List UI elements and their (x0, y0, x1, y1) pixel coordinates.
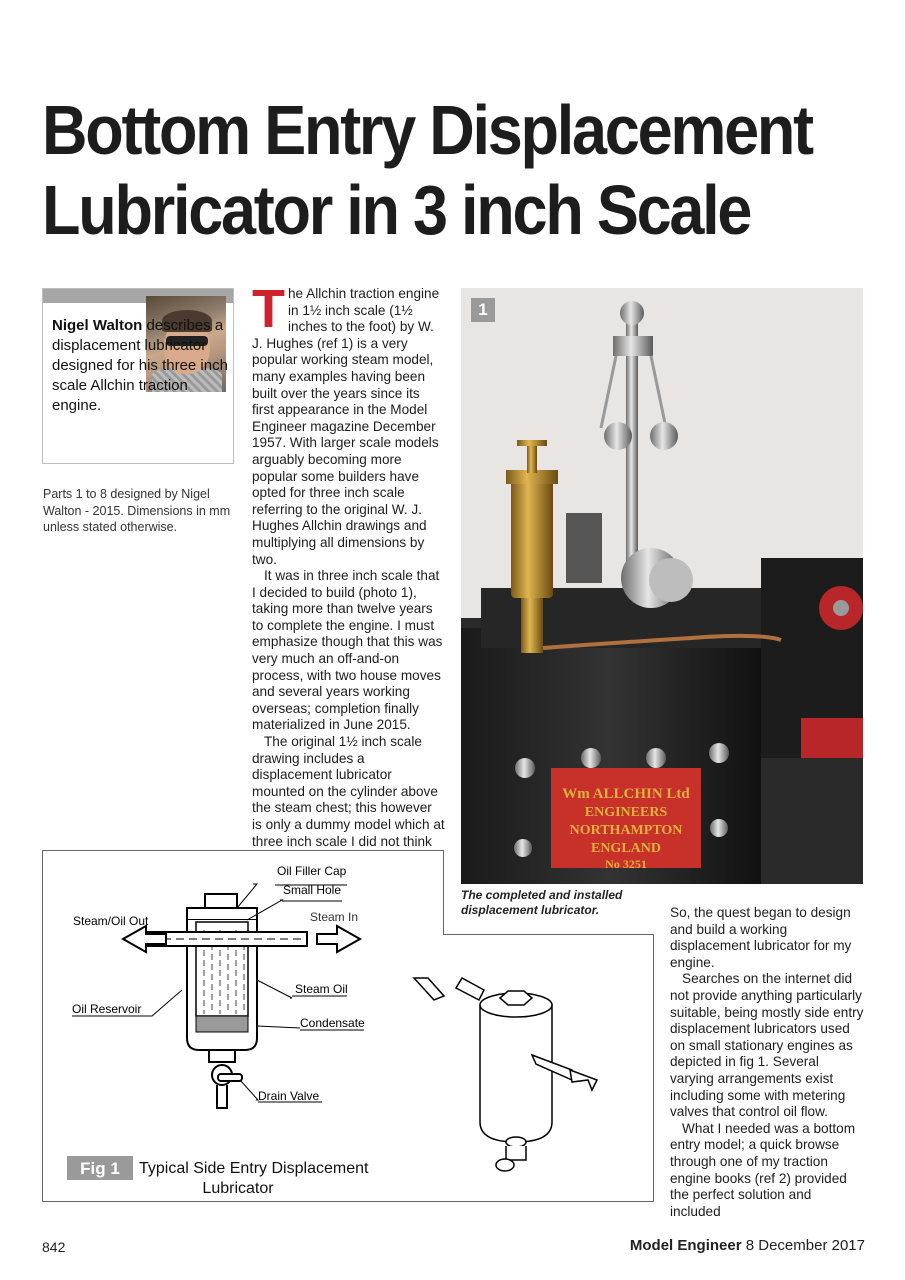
plate-line-1: Wm ALLCHIN Ltd (562, 786, 690, 802)
plate-line-3: NORTHAMPTON (569, 823, 683, 838)
paragraph-6: What I needed was a bottom entry model; a quick browse through one of my traction engine books (ref 2) provided the perfect solution and included (670, 1120, 856, 1219)
label-drain-valve: Drain Valve (258, 1089, 320, 1103)
title-line-1: Bottom Entry Displacement (42, 91, 812, 169)
paragraph-2: It was in three inch scale that I decided to build (photo 1), taking more than twelve years to complete the engine. I must emphasize though that this was very much an off-and-on process, with two house moves and several years working overseas; completion finally materialized in June 2015. (252, 568, 443, 733)
label-small-hole: Small Hole (283, 883, 342, 897)
paragraph-4: So, the quest began to design and build a working displacement lubricator for my engine. (670, 905, 852, 970)
label-condensate: Condensate (300, 1016, 365, 1030)
label-steam-in: Steam In (310, 910, 359, 924)
article-title (42, 90, 812, 250)
title-line-2: Lubricator in 3 inch Scale (42, 171, 751, 249)
figure-title-line-2: Lubricator (202, 1180, 274, 1197)
author-intro-text: describes a displacement lubricator designed for his three inch scale Allchin traction engine. (52, 317, 228, 414)
photo-caption: The completed and installed displacement lubricator. (461, 888, 623, 917)
label-steam-oil-out: Steam/Oil Out (73, 914, 149, 928)
author-box (42, 288, 234, 464)
figure-1 (42, 850, 654, 1202)
page-number: 842 (42, 1239, 66, 1255)
footer-issue (630, 1237, 865, 1254)
figure-label: Fig 1 (80, 1159, 120, 1178)
photo-1 (461, 288, 863, 884)
author-name: Nigel Walton (52, 317, 143, 334)
label-oil-reservoir: Oil Reservoir (72, 1002, 142, 1016)
figure-title-line-1: Typical Side Entry Displacement (139, 1160, 369, 1177)
figure-1-diagram (42, 850, 654, 1202)
photo-number-badge: 1 (471, 298, 495, 322)
drop-cap: T (252, 279, 285, 339)
article-column-2 (670, 905, 865, 1220)
label-oil-filler-cap: Oil Filler Cap (277, 864, 347, 878)
magazine-name: Model Engineer (629, 1237, 742, 1254)
issue-date: 8 December 2017 (745, 1237, 865, 1254)
article-column-1 (252, 279, 445, 867)
lubricator-photo (461, 288, 863, 884)
label-steam-oil: Steam Oil (295, 982, 348, 996)
plate-line-2: ENGINEERS (584, 805, 668, 820)
paragraph-5: Searches on the internet did not provide anything particularly suitable, being mostly side entry displacement lubricators used on small stationary engines as depicted in fig 1. Several varying arrangements exist including some with metering valves that control oil flow. (670, 971, 864, 1120)
author-intro (52, 316, 230, 416)
parts-note: Parts 1 to 8 designed by Nigel Walton - 2015. Dimensions in mm unless stated otherwise. (43, 487, 231, 534)
plate-line-5: No 3251 (605, 857, 647, 871)
plate-line-4: ENGLAND (590, 841, 662, 856)
paragraph-1: he Allchin traction engine in 1½ inch scale (1½ inches to the foot) by W. J. Hughes (ref 1) is a very popular working steam model, many examples having been built over the years since its first appearance in the Model Engineer magazine December 1957. With larger scale models arguably becoming more popular some builders have opted for three inch scale referring to the original W. J. Hughes Allchin drawings and multiplying all dimensions by two. (252, 286, 440, 567)
paragraph-3: The original 1½ inch scale drawing includes a displacement lubricator mounted on the cylinder above the steam chest; this however is only a dummy model which at three inch scale I did not think (252, 734, 445, 849)
